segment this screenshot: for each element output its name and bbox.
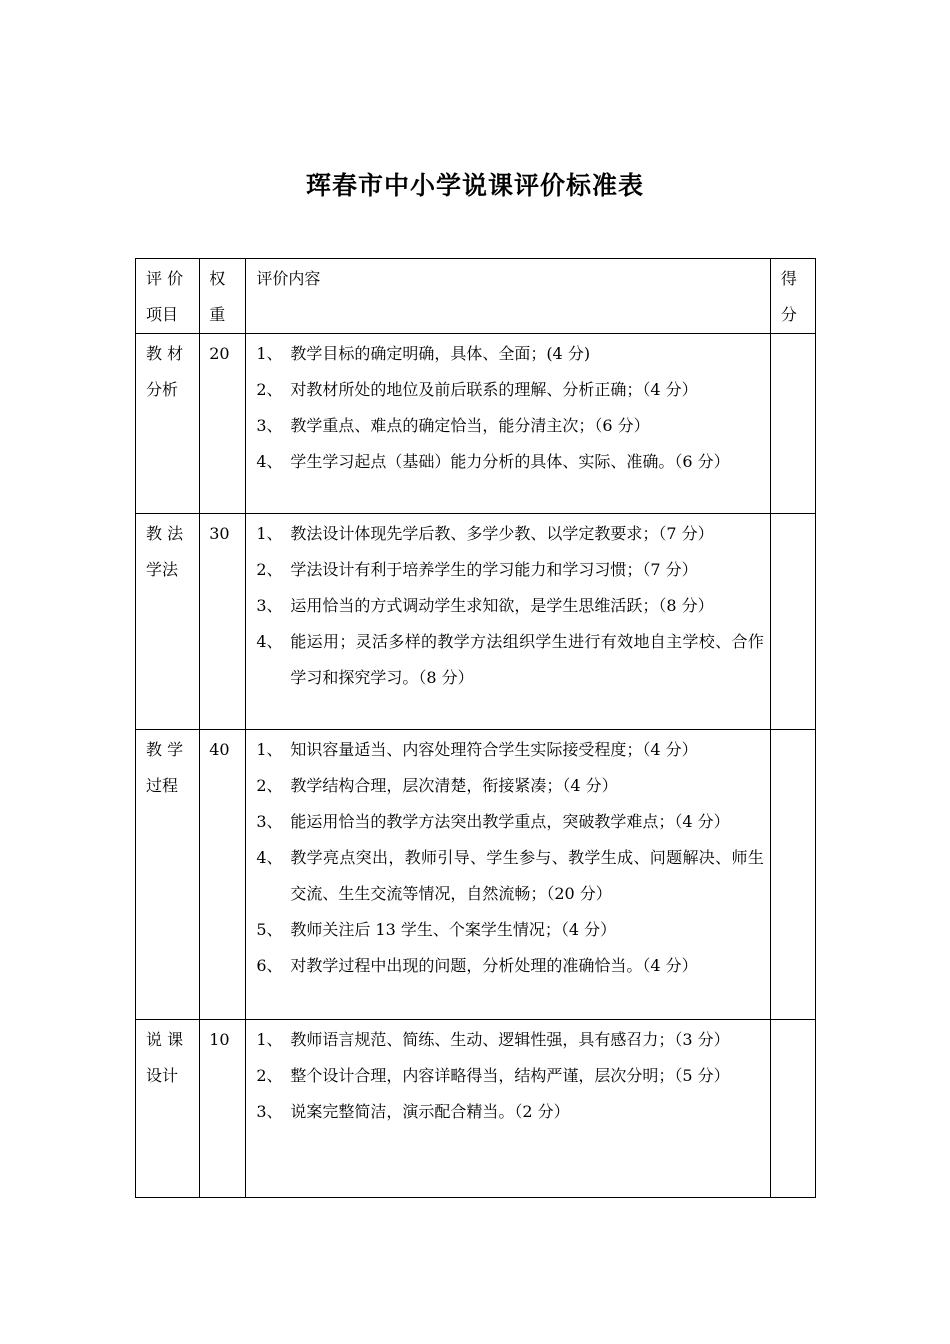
row-category: 教 学 过程 xyxy=(136,730,200,1020)
row-content xyxy=(246,730,771,1020)
list-item: 1、 教师语言规范、简练、生动、逻辑性强，具有感召力；（3 分） xyxy=(256,1030,730,1049)
row-category: 说 课 设计 xyxy=(136,1020,200,1198)
table-header-row xyxy=(136,259,816,334)
evaluation-table xyxy=(135,258,816,1198)
list-item: 2、 整个设计合理，内容详略得当，结构严谨，层次分明；（5 分） xyxy=(256,1066,730,1085)
header-item: 评 价 项目 xyxy=(136,259,200,334)
table-row xyxy=(136,730,816,1020)
table-row xyxy=(136,1020,816,1198)
list-item: 2、 教学结构合理，层次清楚，衔接紧凑；（4 分） xyxy=(256,776,618,795)
row-weight: 40 xyxy=(200,730,246,1020)
row-category: 教 法 学法 xyxy=(136,514,200,730)
row-score xyxy=(770,730,815,1020)
list-item: 1、 教法设计体现先学后教、多学少教、以学定教要求；（7 分） xyxy=(256,524,714,543)
row-category: 教 材 分析 xyxy=(136,334,200,514)
list-item: 1、 教学目标的确定明确，具体、全面；(4 分) xyxy=(256,344,591,363)
row-weight: 10 xyxy=(200,1020,246,1198)
list-item: 3、 教学重点、难点的确定恰当，能分清主次；（6 分） xyxy=(256,416,650,435)
row-score xyxy=(770,334,815,514)
list-item: 1、 知识容量适当、内容处理符合学生实际接受程度；（4 分） xyxy=(256,740,698,759)
header-content: 评价内容 xyxy=(246,259,771,334)
list-item: 4、 教学亮点突出，教师引导、学生参与、教学生成、问题解决、师生交流、生生交流等情况，自然流畅；（20 分） xyxy=(256,848,764,903)
list-item: 2、 对教材所处的地位及前后联系的理解、分析正确；（4 分） xyxy=(256,380,698,399)
list-item: 6、 对教学过程中出现的问题，分析处理的准确恰当。（4 分） xyxy=(256,956,698,975)
row-score xyxy=(770,1020,815,1198)
list-item: 4、 学生学习起点（基础）能力分析的具体、实际、准确。（6 分） xyxy=(256,452,730,471)
table-row xyxy=(136,514,816,730)
header-score: 得 分 xyxy=(770,259,815,334)
row-weight: 30 xyxy=(200,514,246,730)
row-score xyxy=(770,514,815,730)
row-weight: 20 xyxy=(200,334,246,514)
row-content xyxy=(246,514,771,730)
list-item: 4、 能运用；灵活多样的教学方法组织学生进行有效地自主学校、合作学习和探究学习。（8 分） xyxy=(256,632,764,687)
list-item: 5、 教师关注后 13 学生、个案学生情况；（4 分） xyxy=(256,920,617,939)
list-item: 2、 学法设计有利于培养学生的学习能力和学习习惯；（7 分） xyxy=(256,560,698,579)
header-weight: 权 重 xyxy=(200,259,246,334)
list-item: 3、 能运用恰当的教学方法突出教学重点，突破教学难点；（4 分） xyxy=(256,812,730,831)
row-content xyxy=(246,334,771,514)
row-content xyxy=(246,1020,771,1198)
page-title: 珲春市中小学说课评价标准表 xyxy=(305,171,644,200)
list-item: 3、 运用恰当的方式调动学生求知欲，是学生思维活跃；（8 分） xyxy=(256,596,714,615)
table-row xyxy=(136,334,816,514)
list-item: 3、 说案完整简洁，演示配合精当。（2 分） xyxy=(256,1102,570,1121)
